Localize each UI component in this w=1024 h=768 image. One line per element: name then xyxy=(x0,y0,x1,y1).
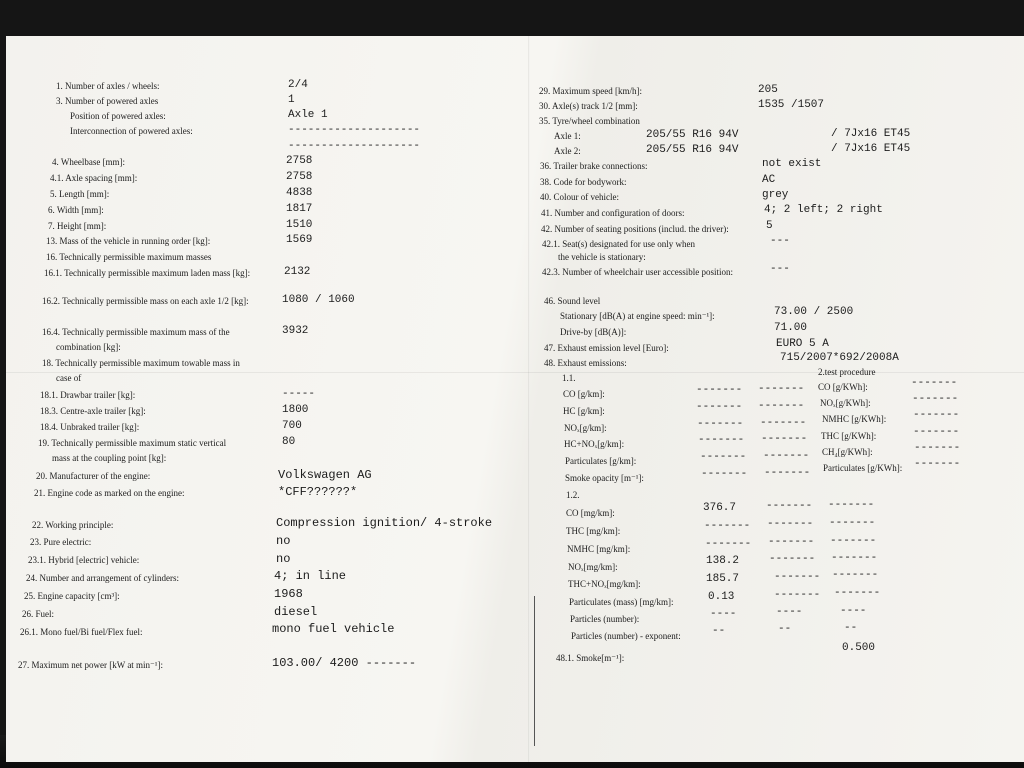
label-unbraked-trailer: 18.4. Unbraked trailer [kg]: xyxy=(40,422,140,432)
label-sound-level: 46. Sound level xyxy=(544,296,601,306)
value-smoke: 0.500 xyxy=(842,642,876,654)
value-mass-running-order: 1569 xyxy=(286,234,313,246)
value-emission-level: EURO 5 A xyxy=(776,338,829,350)
value-nmhc-mgkm-2: ------- xyxy=(768,536,815,548)
value-hybrid-vehicle: no xyxy=(276,552,291,566)
value-drawbar-trailer: ----- xyxy=(282,388,316,400)
label-mass-each-axle: 16.2. Technically permissible mass on each axle 1/2 [kg]: xyxy=(42,296,249,306)
label-nox-mgkm: NOₓ[mg/km]: xyxy=(568,562,618,572)
label-particulates-gkm: Particulates [g/km]: xyxy=(565,456,637,466)
label-engine-capacity: 25. Engine capacity [cm³]: xyxy=(24,591,120,601)
label-working-principle: 22. Working principle: xyxy=(32,520,114,530)
label-axles-wheels: 1. Number of axles / wheels: xyxy=(56,81,160,91)
value-nox-gkm-2: ------- xyxy=(760,417,807,429)
label-position-powered-axles: Position of powered axles: xyxy=(70,111,166,121)
label-hybrid-vehicle: 23.1. Hybrid [electric] vehicle: xyxy=(28,555,140,565)
value-hc-nox-gkm-1: ------- xyxy=(698,434,745,446)
value-nmhc-mgkm-1: ------- xyxy=(705,538,752,550)
value-working-principle: Compression ignition/ 4-stroke xyxy=(276,516,493,530)
value-co-gkm-2: ------- xyxy=(758,383,805,395)
label-doors: 41. Number and configuration of doors: xyxy=(541,208,685,218)
label-colour: 40. Colour of vehicle: xyxy=(540,192,619,202)
label-smoke: 48.1. Smoke[m⁻¹]: xyxy=(556,653,625,663)
label-permissible-masses: 16. Technically permissible maximum masses xyxy=(46,252,212,262)
value-centre-axle-trailer: 1800 xyxy=(282,404,309,416)
page-fold xyxy=(528,36,530,762)
value-engine-capacity: 1968 xyxy=(274,587,303,601)
label-hc-gkm: HC [g/km]: xyxy=(563,406,605,416)
value-engine-manufacturer: Volkswagen AG xyxy=(278,468,372,482)
label-axle-track: 30. Axle(s) track 1/2 [mm]: xyxy=(539,101,638,111)
label-axle-1: Axle 1: xyxy=(554,131,581,141)
label-bodywork-code: 38. Code for bodywork: xyxy=(540,177,627,187)
value-nmhc-gkwh: ------- xyxy=(913,409,960,421)
value-fuel: diesel xyxy=(274,605,318,619)
value-nox-mgkm-2: ------- xyxy=(769,553,816,565)
label-powered-axles: 3. Number of powered axles xyxy=(56,96,159,106)
value-nox-mgkm-1: 138.2 xyxy=(706,555,740,567)
label-particles-number: Particles (number): xyxy=(570,614,640,624)
value-engine-code: *CFF??????* xyxy=(278,485,358,499)
column-rule xyxy=(534,596,535,746)
value-doors: 4; 2 left; 2 right xyxy=(764,204,883,216)
label-coupling-point: mass at the coupling point [kg]: xyxy=(52,453,167,463)
label-nox-gkm: NOₓ[g/km]: xyxy=(564,423,607,433)
value-cylinders: 4; in line xyxy=(274,569,347,583)
value-drive-by: 71.00 xyxy=(774,322,808,334)
value-fuel-type: mono fuel vehicle xyxy=(272,622,395,636)
label-max-speed: 29. Maximum speed [km/h]: xyxy=(539,86,642,96)
label-nmhc-mgkm: NMHC [mg/km]: xyxy=(567,544,631,554)
value-max-speed: 205 xyxy=(758,84,778,96)
value-mass-each-axle: 1080 / 1060 xyxy=(282,294,355,306)
value-particles-number-1: ---- xyxy=(710,608,737,620)
value-particles-number-2: ---- xyxy=(776,606,803,618)
value-co-mgkm-3: ------- xyxy=(828,499,875,511)
value-particles-exponent-2: -- xyxy=(778,623,792,635)
label-thc-gkwh: THC [g/KWh]: xyxy=(821,431,877,441)
label-co-gkm: CO [g/km]: xyxy=(563,389,605,399)
value-smoke-opacity-2: ------- xyxy=(764,467,811,479)
label-exhaust-emissions: 48. Exhaust emissions: xyxy=(544,358,627,368)
value-particulates-gkm-2: ------- xyxy=(763,450,810,462)
value-max-laden-mass: 2132 xyxy=(284,266,311,278)
label-particulates-mass: Particulates (mass) [mg/km]: xyxy=(569,597,674,607)
label-centre-axle-trailer: 18.3. Centre-axle trailer [kg]: xyxy=(40,406,146,416)
value-axle-1-tyre: 205/55 R16 94V xyxy=(646,129,739,141)
value-particles-exponent-1: -- xyxy=(712,625,726,637)
value-seating-positions: 5 xyxy=(766,220,773,232)
label-smoke-opacity: Smoke opacity [m⁻¹]: xyxy=(565,473,644,483)
label-nox-gkwh: NOₓ[g/KWh]: xyxy=(820,398,871,408)
value-thc-gkwh: ------- xyxy=(913,426,960,438)
document-page xyxy=(6,36,1024,762)
value-stationary-sound: 73.00 / 2500 xyxy=(774,306,854,318)
value-axle-1-wheel: / 7Jx16 ET45 xyxy=(831,128,911,140)
label-hc-nox-gkm: HC+NOₓ[g/km]: xyxy=(564,439,625,449)
value-axle-2-tyre: 205/55 R16 94V xyxy=(646,144,739,156)
value-axles-wheels: 2/4 xyxy=(288,79,308,91)
value-particulates-mass-2: ------- xyxy=(774,589,821,601)
value-colour: grey xyxy=(762,189,789,201)
value-thc-mgkm-1: ------- xyxy=(704,520,751,532)
label-fuel: 26. Fuel: xyxy=(22,609,55,619)
label-nmhc-gkwh: NMHC [g/KWh]: xyxy=(822,414,887,424)
value-nox-mgkm-3: ------- xyxy=(831,552,878,564)
label-fuel-type: 26.1. Mono fuel/Bi fuel/Flex fuel: xyxy=(20,627,143,637)
label-max-towable-mass: 18. Technically permissible maximum towable mass in xyxy=(42,358,240,368)
value-hc-nox-mgkm-2: ------- xyxy=(774,571,821,583)
value-max-net-power: 103.00/ 4200 ------- xyxy=(272,656,417,670)
value-smoke-opacity-1: ------- xyxy=(701,468,748,480)
value-co-mgkm-1: 376.7 xyxy=(703,502,737,514)
value-interconnection-2: -------------------- xyxy=(288,140,421,152)
label-width: 6. Width [mm]: xyxy=(48,205,104,215)
value-hc-nox-mgkm-3: ------- xyxy=(832,569,879,581)
value-static-vertical-mass: 80 xyxy=(282,436,296,448)
value-particulates-gkwh: ------- xyxy=(914,458,961,470)
label-tyre-wheel: 35. Tyre/wheel combination xyxy=(539,116,640,126)
value-wheelbase: 2758 xyxy=(286,155,313,167)
value-interconnection: -------------------- xyxy=(288,124,421,136)
label-drive-by: Drive-by [dB(A)]: xyxy=(560,327,627,337)
value-particulates-mass-3: ------- xyxy=(834,587,881,599)
value-ch4-gkwh: ------- xyxy=(914,442,961,454)
value-bodywork-code: AC xyxy=(762,174,776,186)
label-axle-spacing: 4.1. Axle spacing [mm]: xyxy=(50,173,138,183)
label-co-mgkm: CO [mg/km]: xyxy=(566,508,615,518)
label-axle-2: Axle 2: xyxy=(554,146,581,156)
label-engine-manufacturer: 20. Manufacturer of the engine: xyxy=(36,471,151,481)
label-emission-level: 47. Exhaust emission level [Euro]: xyxy=(544,343,669,353)
label-height: 7. Height [mm]: xyxy=(48,221,107,231)
label-particles-exponent: Particles (number) - exponent: xyxy=(571,631,681,641)
label-interconnection: Interconnection of powered axles: xyxy=(70,126,193,136)
label-thc-mgkm: THC [mg/km]: xyxy=(566,526,621,536)
value-length: 4838 xyxy=(286,187,313,199)
value-hc-gkm-2: ------- xyxy=(758,400,805,412)
value-nox-gkm-1: ------- xyxy=(697,418,744,430)
label-length: 5. Length [mm]: xyxy=(50,189,110,199)
label-combination-kg: combination [kg]: xyxy=(56,342,121,352)
label-mass-running-order: 13. Mass of the vehicle in running order [kg]: xyxy=(46,236,211,246)
value-seats-stationary: --- xyxy=(770,235,790,247)
label-max-net-power: 27. Maximum net power [kW at min⁻¹]: xyxy=(18,660,164,670)
label-drawbar-trailer: 18.1. Drawbar trailer [kg]: xyxy=(40,390,136,400)
value-wheelchair-positions: --- xyxy=(770,263,790,275)
label-particulates-gkwh: Particulates [g/KWh]: xyxy=(823,463,903,473)
label-max-laden-mass: 16.1. Technically permissible maximum laden mass [kg]: xyxy=(44,268,251,278)
value-powered-axles: 1 xyxy=(288,94,295,106)
value-particulates-gkm-1: ------- xyxy=(700,451,747,463)
value-height: 1510 xyxy=(286,219,313,231)
label-engine-code: 21. Engine code as marked on the engine: xyxy=(34,488,185,498)
label-static-vertical-mass: 19. Technically permissible maximum static vertical xyxy=(38,438,227,448)
value-pure-electric: no xyxy=(276,534,291,548)
value-thc-mgkm-3: ------- xyxy=(829,517,876,529)
value-width: 1817 xyxy=(286,203,313,215)
value-hc-nox-mgkm-1: 185.7 xyxy=(706,573,740,585)
label-max-combination-mass: 16.4. Technically permissible maximum mass of the xyxy=(42,327,230,337)
value-max-combination-mass: 3932 xyxy=(282,325,309,337)
value-thc-mgkm-2: ------- xyxy=(767,518,814,530)
value-particles-exponent-3: -- xyxy=(844,622,858,634)
value-axle-track: 1535 /1507 xyxy=(758,99,825,111)
label-wheelbase: 4. Wheelbase [mm]: xyxy=(52,157,126,167)
value-nox-gkwh: ------- xyxy=(912,393,959,405)
label-hc-nox-mgkm: THC+NOₓ[mg/km]: xyxy=(568,579,641,589)
value-hc-gkm-1: ------- xyxy=(696,401,743,413)
value-co-gkm-1: ------- xyxy=(696,384,743,396)
label-test-procedure-2: 2.test procedure xyxy=(818,367,876,377)
label-seating-positions: 42. Number of seating positions (includ. the driver): xyxy=(541,224,729,234)
value-particulates-mass-1: 0.13 xyxy=(708,591,735,603)
label-ch4-gkwh: CH₄[g/KWh]: xyxy=(822,447,873,457)
label-stationary-sound: Stationary [dB(A) at engine speed: min⁻¹]: xyxy=(560,311,715,321)
value-trailer-brake: not exist xyxy=(762,158,822,170)
label-section-1-1: 1.1. xyxy=(562,373,576,383)
value-axle-2-wheel: / 7Jx16 ET45 xyxy=(831,143,911,155)
value-hc-nox-gkm-2: ------- xyxy=(761,433,808,445)
value-nmhc-mgkm-3: ------- xyxy=(830,535,877,547)
label-case-of: case of xyxy=(56,373,82,383)
label-trailer-brake: 36. Trailer brake connections: xyxy=(540,161,648,171)
label-cylinders: 24. Number and arrangement of cylinders: xyxy=(26,573,179,583)
value-axle-spacing: 2758 xyxy=(286,171,313,183)
label-seats-stationary: 42.1. Seat(s) designated for use only when xyxy=(542,239,695,249)
value-particles-number-3: ---- xyxy=(840,605,867,617)
value-co-gkwh: ------- xyxy=(911,377,958,389)
label-section-1-2: 1.2. xyxy=(566,490,580,500)
label-vehicle-stationary: the vehicle is stationary: xyxy=(558,252,646,262)
value-co-mgkm-2: ------- xyxy=(766,500,813,512)
value-position-powered-axles: Axle 1 xyxy=(288,109,328,121)
label-pure-electric: 23. Pure electric: xyxy=(30,537,92,547)
value-exhaust-emissions: 715/2007*692/2008A xyxy=(780,352,899,364)
value-unbraked-trailer: 700 xyxy=(282,420,302,432)
label-wheelchair-positions: 42.3. Number of wheelchair user accessible position: xyxy=(542,267,733,277)
label-co-gkwh: CO [g/KWh]: xyxy=(818,382,868,392)
